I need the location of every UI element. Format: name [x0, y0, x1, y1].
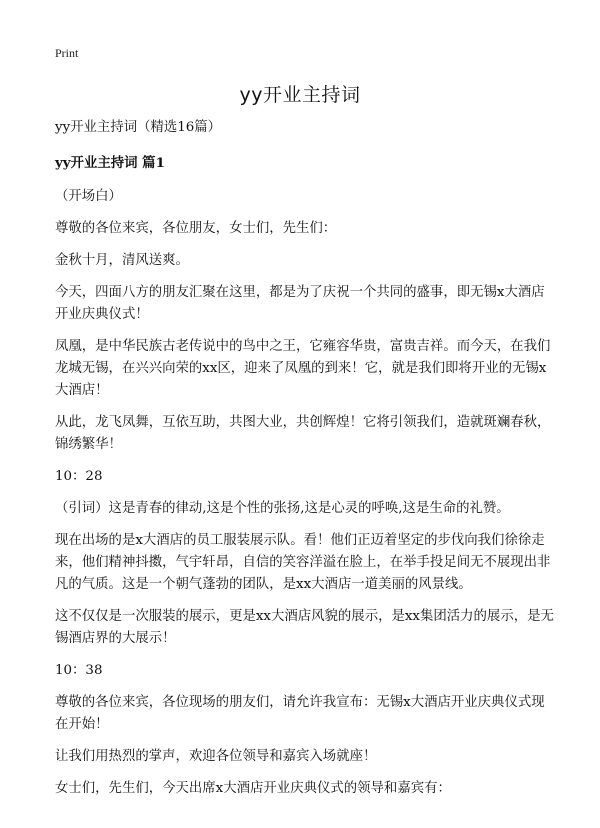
paragraph-guests: 女士们，先生们，今天出席x大酒店开业庆典仪式的领导和嘉宾有： — [55, 781, 451, 796]
paragraph-uniform-show: 现在出场的是x大酒店的员工服装展示队。看！他们正迈着坚定的步伐向我们徐徐走来，他们精神抖擞，气宇轩昂，自信的笑容洋溢在脸上，在举手投足间无不展现出非凡的气质。这是一个朝气蓬勃的团队，是xx大酒店一道美丽的风景线。 — [55, 533, 551, 592]
paragraph-phoenix: 凤凰，是中华民族古老传说中的鸟中之王，它雍容华贵，富贵吉祥。而今天，在我们龙城无锡，在兴兴向荣的xx区，迎来了凤凰的到来！它，就是我们即将开业的无锡x大酒店！ — [55, 339, 551, 398]
section-heading: yy开业主持词 篇1 — [55, 155, 165, 171]
document-title: yy开业主持词 — [239, 84, 361, 106]
paragraph-intro-words: （引词）这是青春的律动,这是个性的张扬,这是心灵的呼唤,这是生命的礼赞。 — [55, 501, 510, 516]
paragraph-greeting: 尊敬的各位来宾，各位朋友，女士们，先生们： — [55, 221, 337, 236]
time-marker-2: 10：38 — [55, 663, 103, 678]
paragraph-announcement: 尊敬的各位来宾，各位现场的朋友们，请允许我宣布：无锡x大酒店开业庆典仪式现在开始！ — [55, 695, 545, 732]
paragraph-welcome: 让我们用热烈的掌声，欢迎各位领导和嘉宾入场就座！ — [55, 749, 377, 764]
paragraph-gathering: 今天，四面八方的朋友汇聚在这里，都是为了庆祝一个共同的盛事，即无锡x大酒店开业庆典仪式！ — [55, 285, 545, 322]
document-body — [55, 117, 555, 810]
time-marker-1: 10：28 — [55, 469, 103, 484]
paragraph-opening: （开场白） — [55, 189, 122, 204]
paragraph-showcase: 这不仅仅是一次服装的展示，更是xx大酒店风貌的展示，是xx集团活力的展示，是无锡酒店界的大展示！ — [55, 609, 554, 646]
print-label: Print — [55, 46, 79, 60]
paragraph-prosperity: 从此，龙飞凤舞，互依互助，共图大业，共创辉煌！它将引领我们，造就斑斓春秋，锦绣繁华！ — [55, 415, 551, 452]
paragraph-season: 金秋十月，清风送爽。 — [55, 253, 189, 268]
document-subtitle: yy开业主持词（精选16篇） — [55, 120, 222, 135]
